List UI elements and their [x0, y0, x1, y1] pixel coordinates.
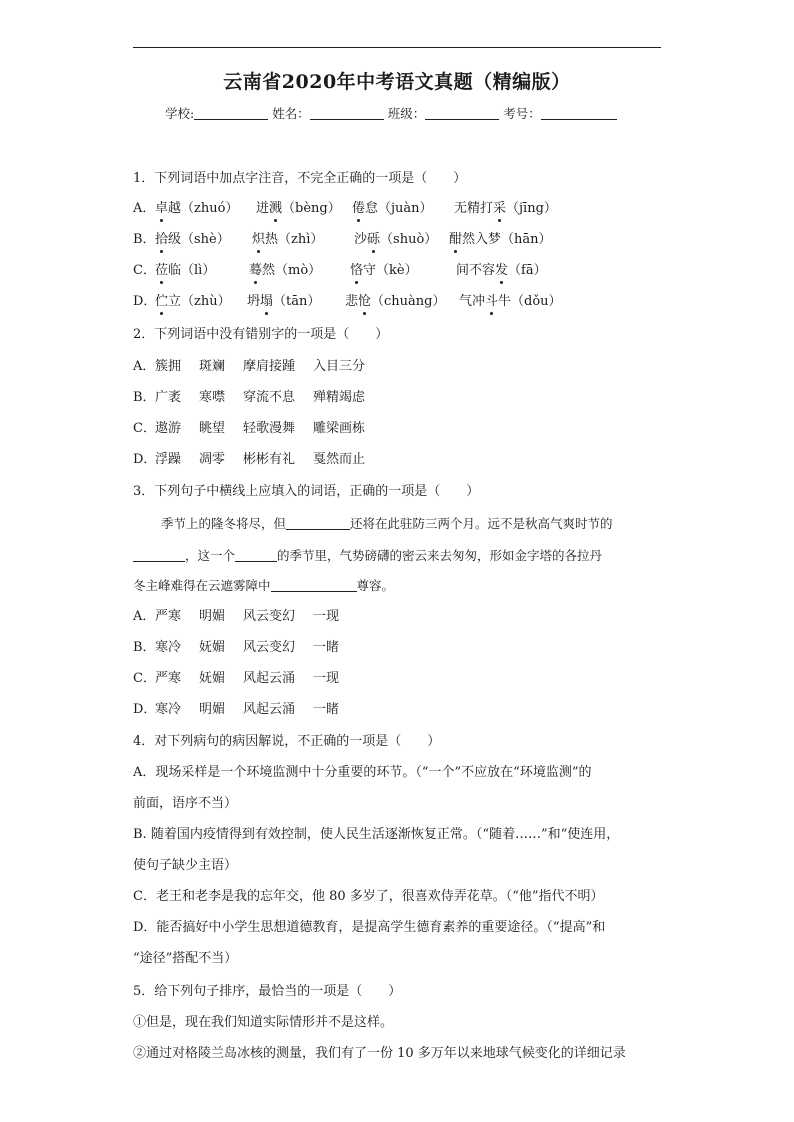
q1-c-word-1: 莅临（lì）	[155, 263, 216, 278]
q3-stem: 3．下列句子中横线上应填入的词语，正确的一项是（ ）	[133, 484, 480, 499]
q1-d-word-3: 悲怆（chuàng）	[345, 294, 446, 309]
q1-option-c: C． 莅临（lì） 蓦然（mò） 恪守（kè） 间不容发（fā）	[133, 263, 547, 278]
q4-option-d: D．能否搞好中小学生思想道德教育，是提高学生德育素养的重要途径。（“提高”和	[133, 920, 606, 935]
q5-sentence-2: ②通过对格陵兰岛冰核的测量，我们有了一份 10 多万年以来地球气候变化的详细记录	[133, 1046, 626, 1061]
q1-option-b: B． 拾级（shè） 炽热（zhì） 沙砾（shuò） 酣然入梦（hān）	[133, 232, 552, 247]
q3-option-d: D． 寒冷 明媚 风起云涌 一睹	[133, 702, 340, 717]
header-rule	[133, 47, 661, 48]
number-field[interactable]	[541, 107, 617, 120]
q2-option-a: A． 簇拥 斑斓 摩肩接踵 入目三分	[133, 359, 366, 374]
q4-option-b-cont: 使句子缺少主语）	[133, 858, 238, 873]
q5-stem: 5．给下列句子排序，最恰当的一项是（ ）	[133, 984, 402, 999]
q1-a-word-2: 迸溅（bèng）	[256, 201, 341, 216]
q2-option-b: B． 广袤 寒噤 穿流不息 殚精竭虑	[133, 390, 366, 405]
name-label: 姓名：	[272, 106, 310, 121]
number-label: 考号：	[503, 106, 541, 121]
q3-blank-3[interactable]	[235, 549, 277, 562]
q3-option-c: C． 严寒 妩媚 风起云涌 一现	[133, 671, 340, 686]
class-field[interactable]	[425, 107, 499, 120]
q3-blank-1[interactable]	[286, 517, 350, 530]
q1-d-word-1: 伫立（zhù）	[155, 294, 231, 309]
class-label: 班级：	[387, 106, 426, 121]
q1-a-word-1: 卓越（zhuó）	[155, 201, 239, 216]
q1-a-word-3: 倦怠（juàn）	[352, 201, 433, 216]
school-label: 学校:	[165, 106, 195, 121]
q4-option-a-cont: 前面，语序不当）	[133, 796, 238, 811]
q4-option-a: A．现场采样是一个环境监测中十分重要的环节。（“一个”不应放在“环境监测”的	[133, 765, 592, 780]
q1-d-word-2: 坍塌（tān）	[247, 294, 321, 309]
q1-c-word-3: 恪守（kè）	[350, 263, 418, 278]
q1-b-word-3: 沙砾（shuò）	[354, 232, 438, 247]
name-field[interactable]	[310, 107, 384, 120]
q1-d-word-4: 气冲斗牛（dǒu）	[459, 294, 562, 309]
q4-stem: 4．对下列病句的病因解说，不正确的一项是（ ）	[133, 734, 441, 749]
q2-option-d: D． 浮躁 凋零 彬彬有礼 戛然而止	[133, 452, 366, 467]
q3-passage-line-1: 季节上的隆冬将尽，但 还将在此驻防三两个月。远不是秋高气爽时节的	[161, 516, 613, 531]
q3-option-a: A． 严寒 明媚 风云变幻 一现	[133, 609, 340, 624]
student-info-line	[165, 104, 617, 122]
q1-option-a: A． 卓越（zhuó） 迸溅（bèng） 倦怠（juàn） 无精打采（jīng）	[133, 201, 557, 216]
q1-b-word-4: 酣然入梦（hān）	[449, 232, 552, 247]
q4-option-c: C．老王和老李是我的忘年交，他 80 多岁了，很喜欢侍弄花草。（“他”指代不明）	[133, 889, 604, 904]
q1-c-word-2: 蓦然（mò）	[249, 263, 322, 278]
q3-passage-line-2: ，这一个 的季节里，气势磅礴的密云来去匆匆，形如金字塔的各拉丹	[133, 547, 602, 565]
school-field[interactable]	[194, 107, 268, 120]
q1-a-word-4: 无精打采（jīng）	[454, 201, 557, 216]
q3-passage-line-3: 冬主峰难得在云遮雾障中 尊容。	[133, 578, 395, 593]
q3-blank-2[interactable]	[133, 549, 185, 562]
q4-option-d-cont: “途径”搭配不当）	[133, 951, 238, 966]
q1-b-word-2: 炽热（zhì）	[252, 232, 324, 247]
q3-blank-4[interactable]	[271, 579, 357, 592]
q2-option-c: C． 遨游 眺望 轻歌漫舞 雕梁画栋	[133, 421, 366, 436]
q3-option-b: B． 寒冷 妩媚 风云变幻 一睹	[133, 640, 340, 655]
q1-stem: 1．下列词语中加点字注音，不完全正确的一项是（ ）	[133, 171, 467, 186]
q4-option-b: B. 随着国内疫情得到有效控制，使人民生活逐渐恢复正常。（“随着……”和“使连用，	[133, 827, 620, 842]
q5-sentence-1: ①但是，现在我们知道实际情形并不是这样。	[133, 1015, 394, 1030]
q1-option-d: D． 伫立（zhù） 坍塌（tān） 悲怆（chuàng） 气冲斗牛（dǒu）	[133, 294, 562, 309]
page-title: 云南省2020年中考语文真题（精编版）	[223, 71, 571, 93]
q1-c-word-4: 间不容发（fā）	[456, 263, 547, 278]
q1-b-word-1: 拾级（shè）	[155, 232, 230, 247]
q2-stem: 2．下列词语中没有错别字的一项是（ ）	[133, 327, 389, 342]
